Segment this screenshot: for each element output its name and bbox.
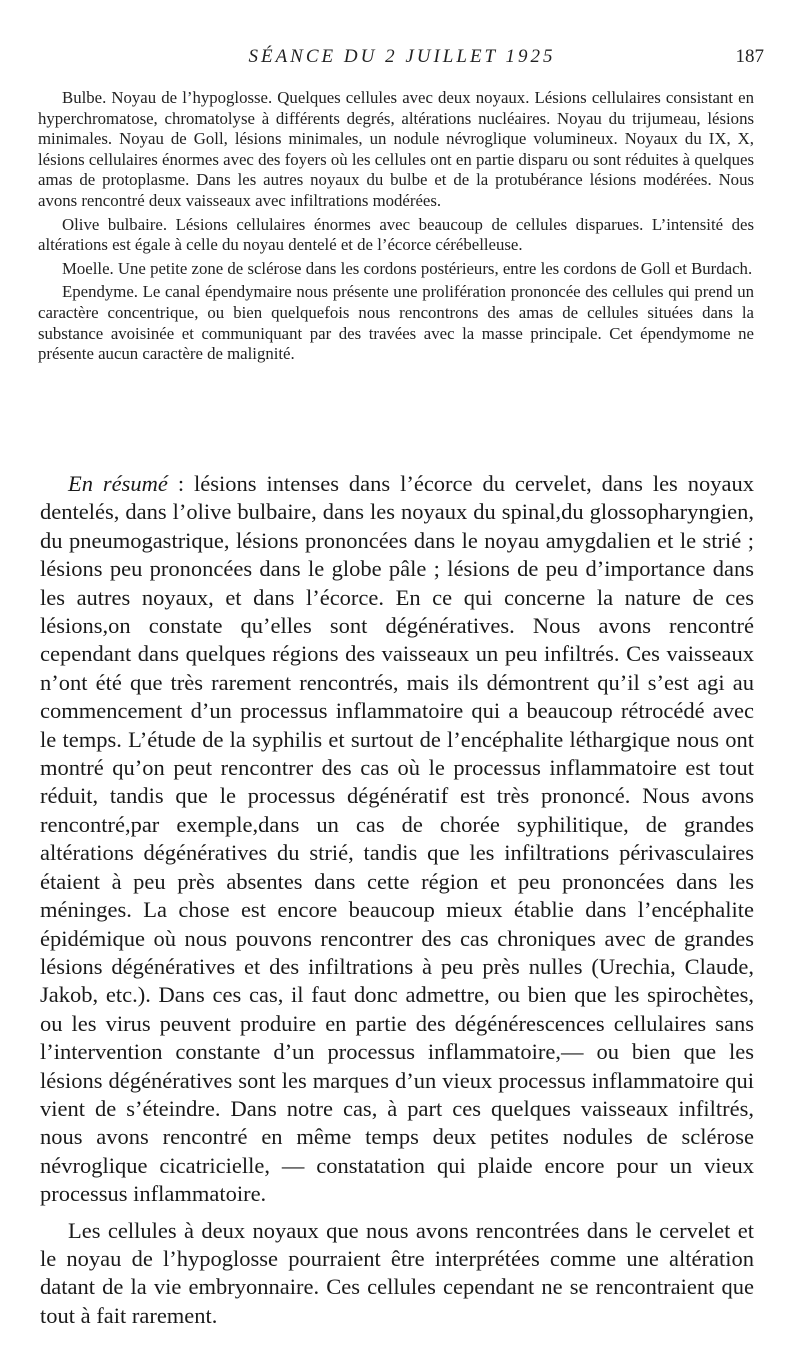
case-notes xyxy=(38,88,754,368)
summary-body: : lésions intenses dans l’écorce du cervelet, dans les noyaux dentelés, dans l’olive bulbaire, dans les noyaux du spinal,du glossopharyngien, du pneumogastrique, lésions prononcées dans le noyau amygdalien et le strié ; lésions peu prononcées dans le globe pâle ; lésions de peu d’importance dans les autres noyaux, et dans l’écorce. En ce qui concerne la nature de ces lésions,on constate qu’elles sont dégénératives. Nous avons rencontré cependant dans quelques régions des vaisseaux un peu infiltrés. Ces vaisseaux n’ont été que très rarement rencontrés, mais ils démontrent qu’il s’est agi au commencement d’un processus inflammatoire qui a beaucoup rétrocédé avec le temps. L’étude de la syphilis et surtout de l’encéphalite léthargique nous ont montré qu’on peut rencontrer des cas où le processus inflammatoire est tout réduit, tandis que le processus dégénératif est très prononcé. Nous avons rencontré,par exemple,dans un cas de chorée syphilitique, de grandes altérations dégénératives du strié, tandis que les infiltrations périvasculaires étaient à peu près absentes dans cette région et peu prononcées dans les méninges. La chose est encore beaucoup mieux établie dans l’encéphalite épidémique où nous pouvons rencontrer des cas chroniques avec de grandes lésions dégénératives et des infiltrations à peu près nulles (Urechia, Claude, Jakob, etc.). Dans ces cas, il faut donc admettre, ou bien que les spirochètes, ou les virus peuvent produire en partie des dégénérescences cellulaires sans l’intervention constante d’un processus inflammatoire,— ou bien que les lésions dégénératives sont les marques d’un vieux processus inflammatoire qui vient de s’éteindre. Dans notre cas, à part ces quelques vaisseaux infiltrés, nous avons rencontré en même temps deux petites nodules de sclérose névroglique cicatricielle, — constatation qui plaide encore pour un vieux processus inflammatoire. xyxy=(40,471,754,1207)
summary-section xyxy=(40,470,754,1338)
paragraph-bulbe: Bulbe. Noyau de l’hypoglosse. Quelques cellules avec deux noyaux. Lésions cellulaires consistant en hyperchromatose, chromatolyse à différents degrés, altérations nucléaires. Noyau du trijumeau, lésions minimales. Noyau de Goll, lésions minimales, un nodule névroglique volumineux. Noyaux du IX, X, lésions cellulaires énormes avec des foyers où les cellules ont en partie disparu ou sont réduites à quelques amas de protoplasme. Dans les autres noyaux du bulbe et de la protubérance lésions modérées. Nous avons rencontré deux vaisseaux avec infiltrations modérées. xyxy=(38,88,754,210)
summary-lead: En résumé xyxy=(68,471,168,496)
binucleate-cells-paragraph: Les cellules à deux noyaux que nous avons rencontrées dans le cervelet et le noyau de l’hypoglosse pourraient être interprétées comme une altération datant de la vie embryonnaire. Ces cellules cependant ne se rencontraient que tout à fait rarement. xyxy=(40,1217,754,1328)
page-header xyxy=(40,46,764,78)
paragraph-ependyme: Ependyme. Le canal épendymaire nous présente une prolifération prononcée des cellules qui prend un caractère concentrique, ou bien quelquefois nous rencontrons des amas de cellules situées dans la substance avoisinée et communiquant par des travées avec la masse principale. Cet épendymome ne présente aucun caractère de malignité. xyxy=(38,282,754,364)
summary-paragraph xyxy=(40,470,754,1209)
page-number: 187 xyxy=(735,46,764,67)
paragraph-olive-bulbaire: Olive bulbaire. Lésions cellulaires énormes avec beaucoup de cellules disparues. L’intensité des altérations est égale à celle du noyau dentelé et de l’écorce cérébelleuse. xyxy=(38,214,754,255)
running-head: SÉANCE DU 2 JUILLET 1925 xyxy=(248,46,556,67)
paragraph-moelle: Moelle. Une petite zone de sclérose dans les cordons postérieurs, entre les cordons de Goll et Burdach. xyxy=(62,258,753,278)
